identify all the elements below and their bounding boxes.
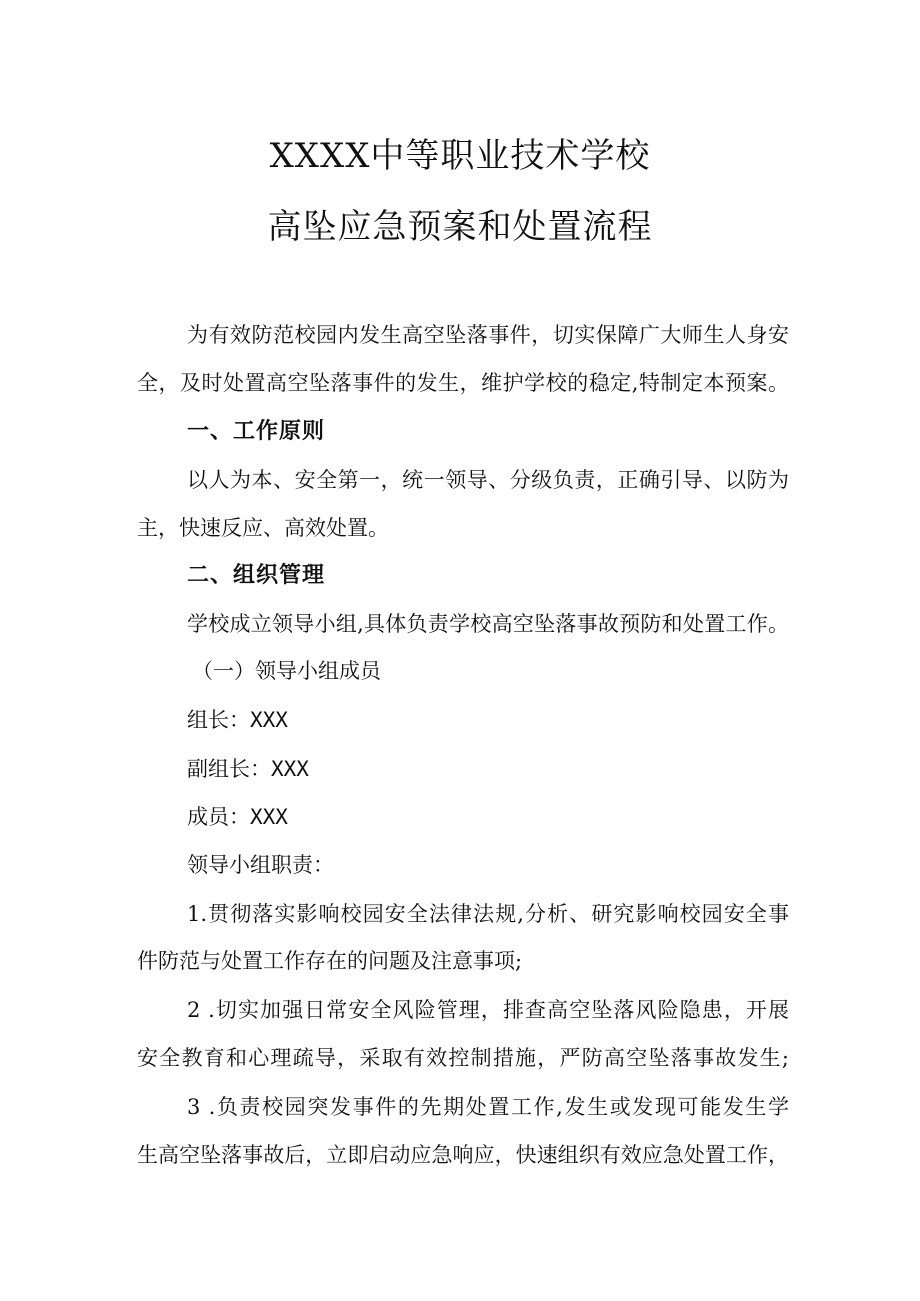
organization-line-1: 学校成立领导小组,具体负责学校高空坠落事故预防和处置工作。: [187, 612, 789, 636]
member-value: XXX: [250, 805, 288, 829]
leader-label: 组长：: [187, 708, 250, 732]
intro-line-2: 全，及时处置高空坠落事件的发生，维护学校的稳定,特制定本预案。: [137, 371, 789, 395]
duty-1-line-1: 1.贯彻落实影响校园安全法律法规,分析、研究影响校园安全事: [187, 902, 789, 926]
duty-2-line-1: 2 .切实加强日常安全风险管理，排查高空坠落风险隐患，开展: [187, 998, 789, 1022]
deputy-row: [187, 754, 789, 784]
leader-row: [187, 705, 789, 735]
section-heading-principles: 一、工作原则: [187, 419, 326, 444]
duty-3-line-1: 3 .负责校园突发事件的先期处置工作,发生或发现可能发生学: [187, 1095, 789, 1119]
member-row: [187, 802, 789, 832]
duty-2-line-2: 安全教育和心理疏导，采取有效控制措施，严防高空坠落事故发生;: [137, 1046, 789, 1070]
member-label: 成员：: [187, 805, 250, 829]
duties-label: 领导小组职责：: [187, 853, 334, 877]
document-title-line1: XXXX中等职业技术学校: [269, 136, 651, 176]
principles-line-2: 主，快速反应、高效处置。: [137, 516, 389, 540]
leader-value: XXX: [250, 708, 288, 732]
duty-1-line-2: 件防范与处置工作存在的问题及注意事项;: [137, 949, 523, 973]
principles-line-1: 以人为本、安全第一，统一领导、分级负责，正确引导、以防为: [187, 468, 789, 492]
duty-3-line-2: 生高空坠落事故后，立即启动应急响应，快速组织有效应急处置工作，: [137, 1143, 789, 1167]
document-title-line2: 高坠应急预案和处置流程: [267, 207, 653, 247]
intro-line-1: 为有效防范校园内发生高空坠落事件，切实保障广大师生人身安: [187, 323, 789, 347]
sub-heading-members: （一）领导小组成员: [192, 659, 381, 683]
deputy-value: XXX: [271, 757, 309, 781]
deputy-label: 副组长：: [187, 757, 271, 781]
section-heading-organization: 二、组织管理: [187, 563, 326, 588]
